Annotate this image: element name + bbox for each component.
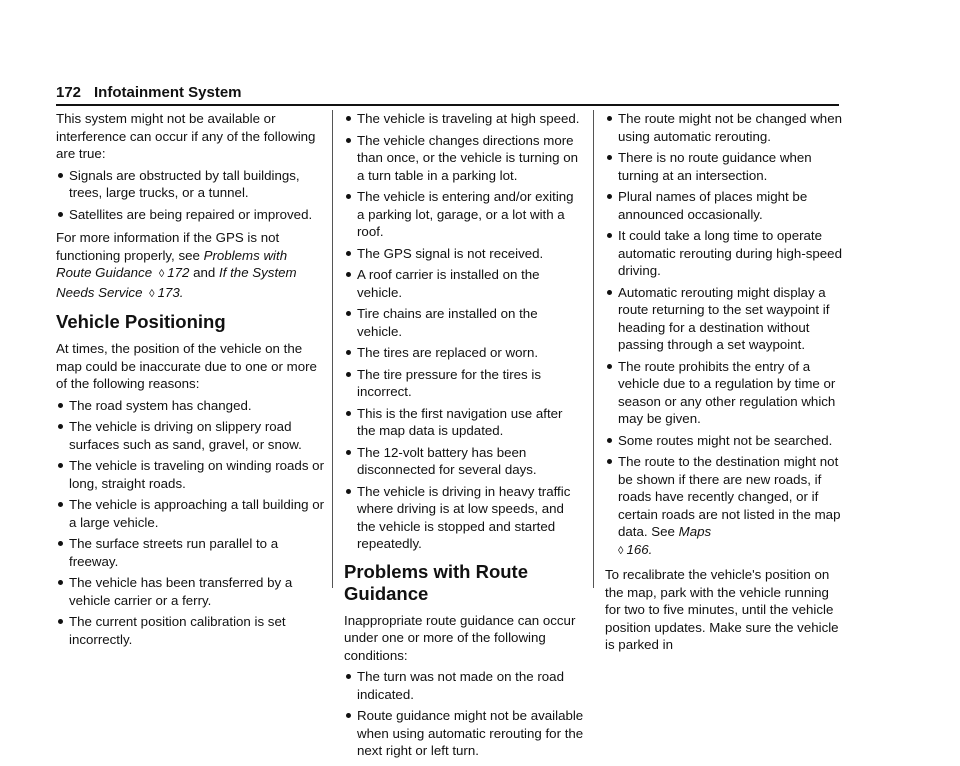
list-item: The vehicle is entering and/or exiting a parking lot, garage, or a lot with a roof. bbox=[344, 188, 584, 241]
list-item: The vehicle changes directions more than once, or the vehicle is turning on a turn table in a parking lot. bbox=[344, 132, 584, 185]
list-item: Satellites are being repaired or improved. bbox=[56, 206, 324, 224]
xref-page-166[interactable]: 166. bbox=[626, 541, 653, 557]
heading-route-guidance: Problems with Route Guidance bbox=[344, 560, 528, 604]
list-item: Tire chains are installed on the vehicle. bbox=[344, 305, 584, 340]
list-item: The turn was not made on the road indicated. bbox=[344, 668, 584, 703]
list-item bbox=[605, 453, 845, 560]
list-item: Signals are obstructed by tall buildings, trees, large trucks, or a tunnel. bbox=[56, 167, 324, 202]
page-ref-icon: ◊ bbox=[158, 268, 165, 280]
list-item: The surface streets run parallel to a freeway. bbox=[56, 535, 324, 570]
heading-vehicle-positioning: Vehicle Positioning bbox=[56, 311, 226, 332]
list-item: There is no route guidance when turning at an intersection. bbox=[605, 149, 845, 184]
list-item: The GPS signal is not received. bbox=[344, 245, 584, 263]
more-info-paragraph bbox=[56, 229, 324, 303]
list-item: This is the first navigation use after the map data is updated. bbox=[344, 405, 584, 440]
positioning-list bbox=[56, 397, 324, 649]
xref-link-service[interactable]: If the System Needs Service bbox=[56, 265, 297, 300]
list-item: The vehicle is traveling on winding roads or long, straight roads. bbox=[56, 457, 324, 492]
list-item: Some routes might not be searched. bbox=[605, 432, 845, 450]
xref-link-maps[interactable]: Maps bbox=[678, 524, 712, 539]
page-ref-icon: ◊ bbox=[618, 544, 624, 557]
guidance-list bbox=[344, 668, 584, 760]
list-item: The road system has changed. bbox=[56, 397, 324, 415]
list-item: The vehicle is driving on slippery road surfaces such as sand, gravel, or snow. bbox=[56, 418, 324, 453]
list-item: The 12-volt battery has been disconnected for several days. bbox=[344, 444, 584, 479]
list-item: The route might not be changed when using automatic rerouting. bbox=[605, 110, 845, 145]
xref-page-172[interactable]: 172 bbox=[167, 265, 190, 280]
header-rule bbox=[56, 104, 839, 106]
list-item: Plural names of places might be announced occasionally. bbox=[605, 188, 845, 223]
list-item: The tire pressure for the tires is incorrect. bbox=[344, 366, 584, 401]
intro-paragraph: This system might not be available or interference can occur if any of the following are true: bbox=[56, 111, 316, 161]
list-item: The route prohibits the entry of a vehicle due to a regulation by time or season or any other regulation which may be given. bbox=[605, 358, 845, 428]
column-divider bbox=[593, 110, 594, 588]
list-item: The tires are replaced or worn. bbox=[344, 344, 584, 362]
page-ref-icon: ◊ bbox=[149, 287, 155, 300]
list-item: The current position calibration is set incorrectly. bbox=[56, 613, 324, 648]
list-item: A roof carrier is installed on the vehicle. bbox=[344, 266, 584, 301]
list-item: Route guidance might not be available when using automatic rerouting for the next right or left turn. bbox=[344, 707, 584, 760]
recalibrate-paragraph: To recalibrate the vehicle's position on the map, park with the vehicle running for two to five minutes, until the vehicle position updates. Make sure the vehicle is parked in bbox=[605, 567, 839, 652]
positioning-intro: At times, the position of the vehicle on the map could be inaccurate due to one or more of the following reasons: bbox=[56, 341, 317, 391]
page-header bbox=[56, 84, 839, 104]
more-info-text: For more information if the GPS is not functioning properly, see bbox=[56, 230, 280, 263]
xref-page-173[interactable]: 173. bbox=[157, 284, 184, 300]
list-item: It could take a long time to operate automatic rerouting during high-speed driving. bbox=[605, 227, 845, 280]
page-number: 172 bbox=[56, 84, 82, 101]
list-item: The vehicle is driving in heavy traffic where driving is at low speeds, and the vehicle is stopped and started repeatedly. bbox=[344, 483, 584, 553]
column-3 bbox=[605, 110, 845, 658]
list-item: Automatic rerouting might display a route returning to the set waypoint if heading for a destination without passing through a set waypoint. bbox=[605, 284, 845, 354]
guidance-list-continued bbox=[605, 110, 845, 560]
xref-link-problems[interactable]: Problems with Route Guidance bbox=[56, 247, 288, 280]
column-1 bbox=[56, 110, 324, 654]
list-item: The vehicle is approaching a tall building or a large vehicle. bbox=[56, 496, 324, 531]
and-text: and bbox=[193, 265, 216, 280]
list-item: The vehicle is traveling at high speed. bbox=[344, 110, 584, 128]
last-item-text: The route to the destination might not be shown if there are new roads, if roads have recently changed, or if certain roads are not listed in the map data. See bbox=[618, 454, 841, 539]
section-title: Infotainment System bbox=[94, 84, 242, 101]
guidance-intro: Inappropriate route guidance can occur under one or more of the following conditions: bbox=[344, 612, 576, 663]
positioning-list-continued bbox=[344, 110, 584, 553]
column-2 bbox=[344, 110, 584, 766]
list-item: The vehicle has been transferred by a vehicle carrier or a ferry. bbox=[56, 574, 324, 609]
column-divider bbox=[332, 110, 333, 588]
intro-list bbox=[56, 167, 324, 224]
